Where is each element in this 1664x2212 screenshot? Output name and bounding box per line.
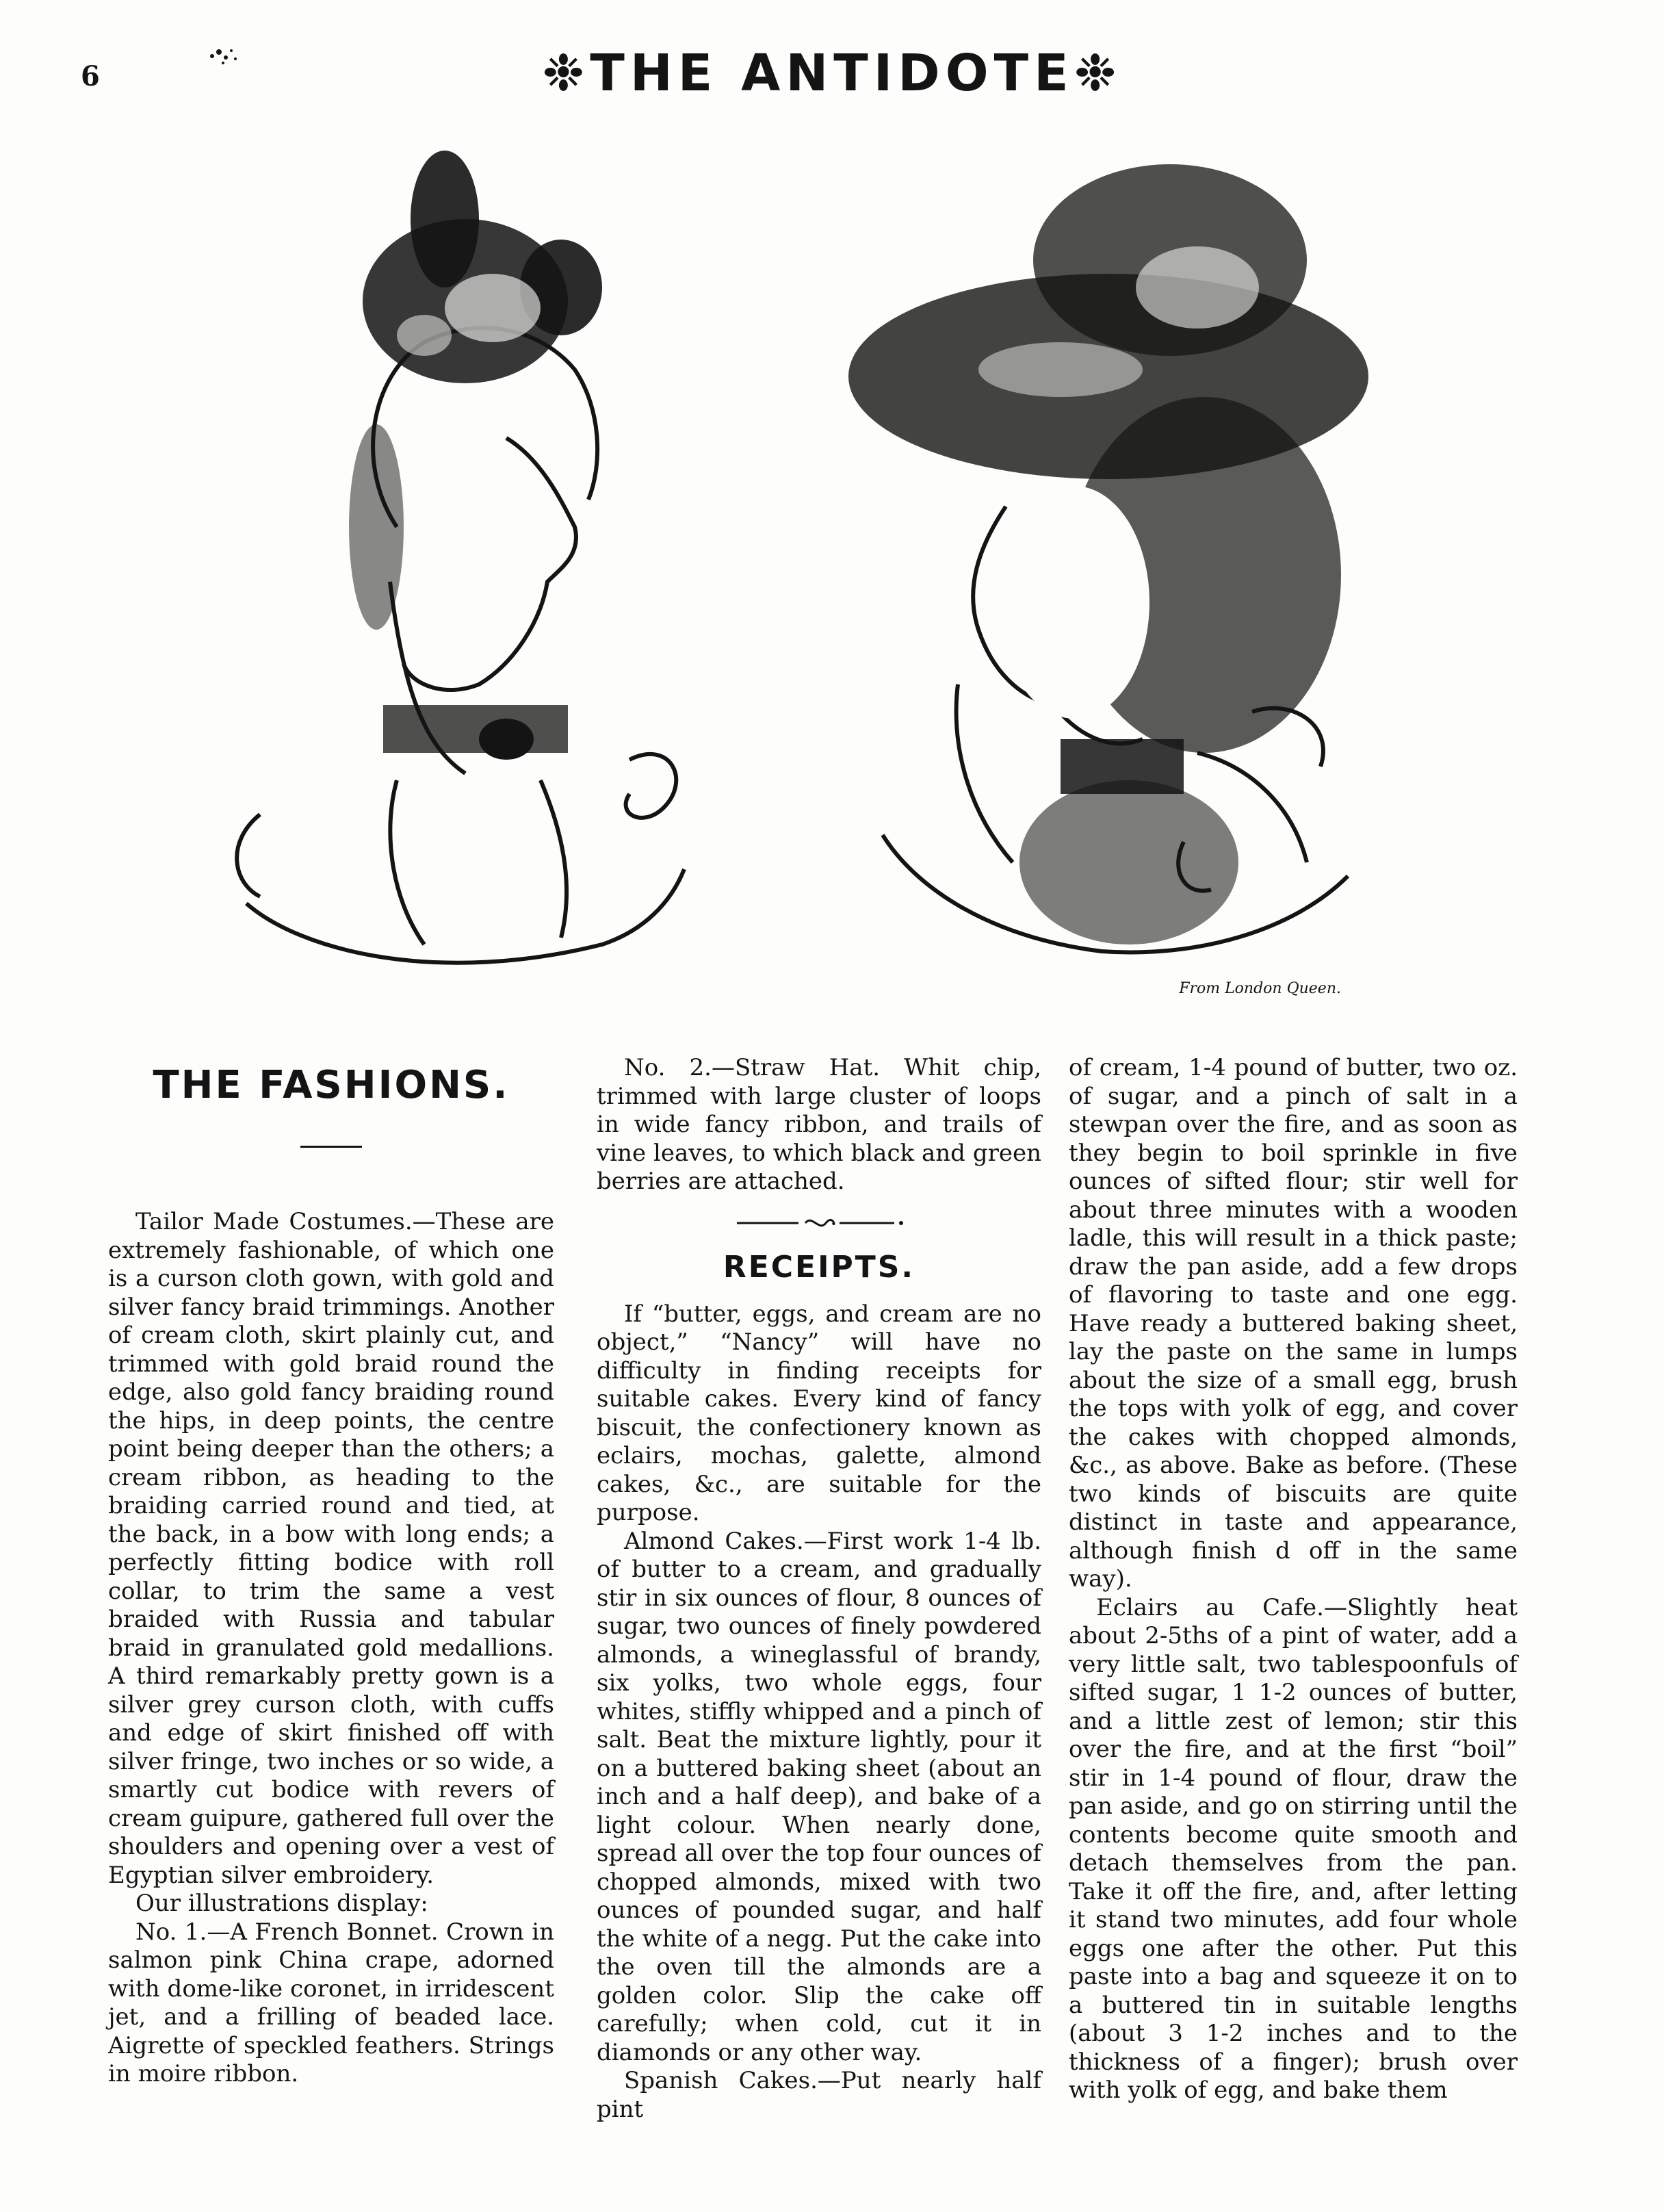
paragraph: If “butter, eggs, and cream are no object,” “Nancy” will have no difficulty in finding receipts for suitable cakes. Every kind of fancy biscuit, the confectionery known as eclairs, mochas, galette, almond cakes, &c., are suitable for the purpose. [597, 1300, 1041, 1526]
column-right [1069, 1054, 1518, 2105]
paragraph: of cream, 1-4 pound of butter, two oz. of sugar, and a pinch of salt in a stewpan over the fire, and as soon as they begin to boil sprinkle in five ounces of sifted flour; stir well for about three minutes with a wooden ladle, this will result in a thick paste; draw the pan aside, add a few drops of flavoring to taste and one egg. Have ready a buttered baking sheet, lay the paste on the same in lumps about the size of a small egg, brush the tops with yolk of egg, and cover the cakes with chopped almonds, &c., as above. Bake as before. (These two kinds of biscuits are quite distinct in taste and appearance, although finish d off in the same way). [1069, 1054, 1518, 1593]
paragraph: Eclairs au Cafe.—Slightly heat about 2-5ths of a pint of water, add a very little salt, two tablespoonfuls of sifted sugar, 1 1-2 ounces of butter, and a little zest of lemon; stir this over the fire, and at the first “boil” stir in 1-4 pound of flour, draw the pan aside, and go on stirring until the contents become quite smooth and detach themselves from the pan. Take it off the fire, and, after letting it stand two minutes, add four whole eggs one after the other. Put this paste into a bag and squeeze it on to a buttered tin in suitable lengths (about 3 1-2 inches and to the thickness of a finger); brush over with yolk of egg, and bake them [1069, 1593, 1518, 2104]
fashion-illustration-straw-hat [814, 151, 1375, 972]
column-receipts [597, 1054, 1041, 2124]
paragraph: No. 1.—A French Bonnet. Crown in salmon pink China crape, adorned with dome-like coronet, in irridescent jet, and a frilling of beaded lace. Aigrette of speckled feathers. Strings in moire ribbon. [108, 1918, 554, 2087]
masthead-title: ❉THE ANTIDOTE❉ [542, 44, 1122, 103]
column-fashions [108, 1054, 554, 2089]
paragraph: Our illustrations display: [135, 1890, 428, 1917]
paragraph: Almond Cakes.—First work 1-4 lb. of butter to a cream, and gradually stir in six ounces of flour, 8 ounces of sugar, two ounces of finely powdered almonds, a wineglassful of brandy, six yolks, two whole eggs, four whites, stiffly whipped and a pinch of salt. Beat the mixture lightly, pour it on a buttered baking sheet (about an inch and a half deep), and bake of a light colour. When nearly done, spread all over the top four ounces of chopped almonds, mixed with two ounces of pounded sugar, and half the white of a negg. Put the cake into the oven till the almonds are a golden color. Slip the cake off carefully; when cold, cut it in diamonds or any other way. [597, 1527, 1041, 2066]
section-divider [300, 1146, 362, 1148]
paragraph: Tailor Made Costumes.—These are extremely fashionable, of which one is a curson cloth gown, with gold and silver fancy braid trimmings. Another of cream cloth, skirt plainly cut, and trimmed with gold braid round the edge, also gold fancy braiding round the hips, in deep points, the centre point being deeper than the others; a cream ribbon, as heading to the braiding carried round and tied, at the back, in a bow with long ends; a perfectly fitting bodice with roll collar, to trim the same a vest braided with Russia and tabular braid in granulated gold medallions. A third remarkably pretty gown is a silver grey curson cloth, with cuffs and edge of skirt finished off with silver fringe, two inches or so wide, a smartly cut bodice with revers of cream guipure, gathered full over the shoulders and opening over a vest of Egyptian silver embroidery. [108, 1208, 554, 1889]
page-number: 6 [81, 60, 100, 92]
fashion-illustration-bonnet [219, 144, 698, 986]
fashions-heading: THE FASHIONS. [153, 1063, 510, 1107]
paragraph: No. 2.—Straw Hat. Whit chip, trimmed with large cluster of loops in wide fancy ribbon, and trails of vine leaves, to which black and green berries are attached. [597, 1054, 1041, 1195]
illustration-credit: From London Queen. [1179, 980, 1341, 997]
paragraph: Spanish Cakes.—Put nearly half pint [597, 2067, 1041, 2123]
receipts-heading: RECEIPTS. [723, 1249, 915, 1285]
ornamental-divider [730, 1213, 908, 1233]
